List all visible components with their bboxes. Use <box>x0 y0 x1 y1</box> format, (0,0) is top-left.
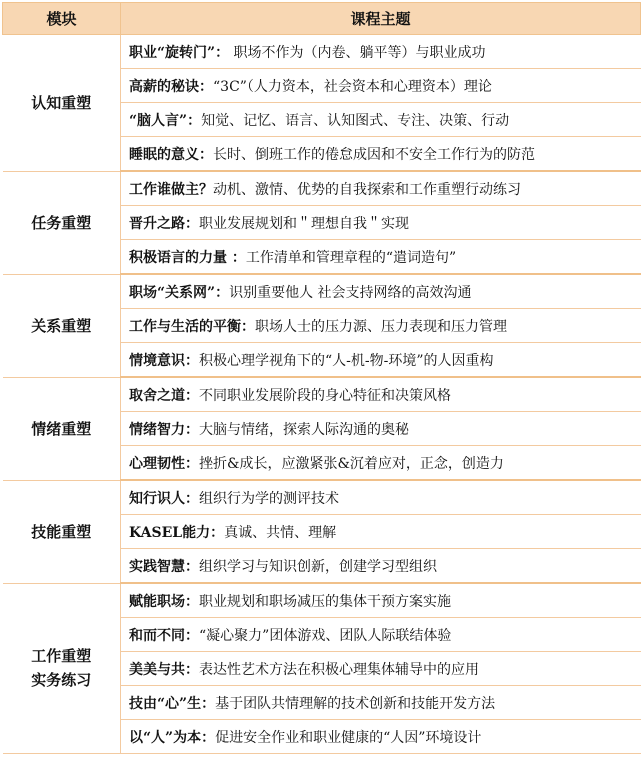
topic-label: 情绪智力： <box>129 421 199 438</box>
topic-label: 情境意识： <box>129 352 199 369</box>
module-cell: 任务重塑 <box>3 171 121 274</box>
module-cell: 情绪重塑 <box>3 377 121 480</box>
topic-cell <box>121 343 641 378</box>
topic-label: 高薪的秘诀： <box>129 78 213 95</box>
topic-label: 实践智慧： <box>129 558 199 575</box>
topic-cell <box>121 103 641 137</box>
table-row <box>3 583 641 618</box>
topic-cell <box>121 720 641 754</box>
topic-label: 工作与生活的平衡： <box>129 318 255 335</box>
topic-cell <box>121 652 641 686</box>
topic-cell <box>121 69 641 103</box>
topic-text: 促进安全作业和职业健康的“人因”环境设计 <box>215 729 482 746</box>
topic-label: 取舍之道： <box>129 387 199 404</box>
topic-cell <box>121 480 641 515</box>
topic-text: 职业规划和职场减压的集体干预方案实施 <box>199 593 451 610</box>
topic-label: 工作谁做主？ <box>129 181 213 198</box>
topic-label: 睡眠的意义： <box>129 146 213 163</box>
topic-text: 组织行为学的测评技术 <box>199 490 339 507</box>
header-row <box>3 3 641 35</box>
topic-cell <box>121 206 641 240</box>
module-cell <box>3 583 121 754</box>
table-row <box>3 377 641 412</box>
table-row <box>3 171 641 206</box>
topic-label: 技由“心”生： <box>129 695 216 712</box>
table-row <box>3 35 641 69</box>
topic-cell <box>121 583 641 618</box>
topic-label: 赋能职场： <box>129 593 199 610</box>
module-name-line: 工作重塑 <box>31 647 92 666</box>
topic-text: 积极心理学视角下的“人-机-物-环境”的人因重构 <box>199 352 494 369</box>
topic-cell <box>121 240 641 275</box>
topic-cell <box>121 446 641 481</box>
topic-cell <box>121 549 641 584</box>
topic-cell <box>121 412 641 446</box>
topic-text: 真诚、共情、理解 <box>224 524 337 541</box>
topic-text: 基于团队共情理解的技术创新和技能开发方法 <box>215 695 496 712</box>
topic-label: KASEL能力： <box>129 524 225 541</box>
topic-label: 美美与共： <box>129 661 199 678</box>
module-name-line: 实务练习 <box>31 671 92 690</box>
module-cell: 关系重塑 <box>3 274 121 377</box>
topic-cell <box>121 309 641 343</box>
header-topic: 课程主题 <box>121 3 641 35</box>
topic-text: 长时、倒班工作的倦怠成因和不安全工作行为的防范 <box>213 146 535 163</box>
topic-text: 挫折&成长，应激紧张&沉着应对，正念，创造力 <box>199 455 504 472</box>
topic-cell <box>121 137 641 172</box>
topic-text: 识别重要他人 社会支持网络的高效沟通 <box>229 284 472 301</box>
topic-label: 职场“关系网”： <box>129 284 230 301</box>
topic-cell <box>121 171 641 206</box>
topic-text: 职业发展规划和＂理想自我＂实现 <box>199 215 409 232</box>
table-row <box>3 480 641 515</box>
topic-text: 职场不作为（内卷、躺平等）与职业成功 <box>229 44 486 61</box>
topic-cell <box>121 377 641 412</box>
topic-text: 不同职业发展阶段的身心特征和决策风格 <box>199 387 451 404</box>
topic-label: 以“人”为本： <box>129 729 216 746</box>
header-module: 模块 <box>3 3 121 35</box>
topic-cell <box>121 274 641 309</box>
course-table <box>2 2 641 754</box>
topic-label: 积极语言的力量 ： <box>129 249 246 266</box>
topic-label: 和而不同： <box>129 627 199 644</box>
topic-cell <box>121 686 641 720</box>
topic-label: 职业“旋转门”： <box>129 44 230 61</box>
topic-text: 职场人士的压力源、压力表现和压力管理 <box>255 318 507 335</box>
topic-label: 心理韧性： <box>129 455 199 472</box>
topic-text: 表达性艺术方法在积极心理集体辅导中的应用 <box>199 661 479 678</box>
table-row <box>3 274 641 309</box>
topic-text: “3C”（人力资本，社会资本和心理资本）理论 <box>213 78 492 95</box>
topic-text: 动机、激情、优势的自我探索和工作重塑行动练习 <box>213 181 521 198</box>
topic-text: “凝心聚力”团体游戏、团队人际联结体验 <box>199 627 452 644</box>
topic-text: 知觉、记忆、语言、认知图式、专注、决策、行动 <box>201 112 510 129</box>
module-cell: 技能重塑 <box>3 480 121 583</box>
topic-label: “脑人言”： <box>129 112 202 129</box>
topic-cell <box>121 618 641 652</box>
topic-cell <box>121 515 641 549</box>
topic-text: 组织学习与知识创新，创建学习型组织 <box>199 558 437 575</box>
topic-label: 晋升之路： <box>129 215 199 232</box>
module-cell: 认知重塑 <box>3 35 121 172</box>
topic-cell <box>121 35 641 69</box>
topic-text: 大脑与情绪，探索人际沟通的奥秘 <box>199 421 409 438</box>
topic-label: 知行识人： <box>129 490 199 507</box>
topic-text: 工作清单和管理章程的“遣词造句” <box>245 249 457 266</box>
